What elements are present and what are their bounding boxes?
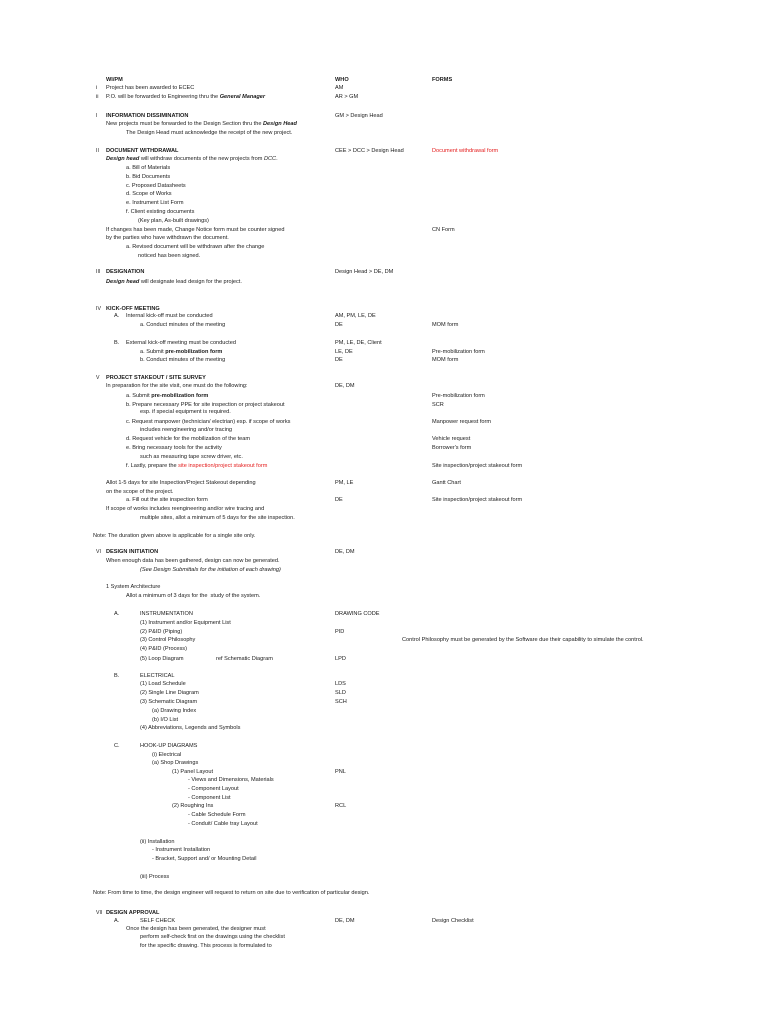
section-heading: DESIGN APPROVAL	[106, 910, 160, 916]
text: a. Submit	[140, 349, 166, 355]
line-text	[140, 621, 231, 627]
text: d. Scope of Works	[126, 191, 172, 197]
text: - Bracket, Support and/ or Mounting Detail	[152, 856, 257, 862]
line-text	[126, 394, 208, 400]
item-number: B.	[114, 673, 120, 679]
forms-cell: Pre-mobilization form	[432, 349, 485, 355]
who-cell: LDS	[335, 681, 346, 687]
text: (3) Schematic Diagram	[140, 699, 198, 705]
line-text	[93, 891, 369, 897]
text: (Key plan, As-built drawings)	[138, 218, 209, 224]
item-number: C.	[114, 743, 120, 749]
item-number: VI	[96, 549, 101, 555]
line-text	[172, 770, 213, 776]
section-heading: DOCUMENT WITHDRAWAL	[106, 148, 179, 154]
emphasis-italic: DCC	[263, 156, 277, 162]
forms-cell: Pre-mobilization form	[432, 393, 485, 399]
line-text	[140, 935, 285, 941]
section-heading: DESIGNATION	[106, 269, 145, 275]
line-text	[126, 446, 222, 452]
line-text	[126, 201, 184, 207]
line-text	[152, 718, 178, 724]
text: c. Request manpower (technician/ electrian) esp. if scope of works	[126, 419, 291, 425]
forms-cell: Manpower request form	[432, 419, 492, 425]
line-text	[140, 410, 231, 416]
line-text	[138, 219, 209, 225]
text: b. Prepare necessary PPE for site inspection or project stakeout	[126, 402, 285, 408]
who-cell: Design Head > DE, DM	[335, 269, 394, 275]
text: Note: From time to time, the design engineer will request to return on site due to verification of particular design.	[93, 890, 370, 896]
line-text	[188, 796, 231, 802]
who-cell: PM, LE	[335, 480, 354, 486]
text: f. Lastly, prepare the	[126, 463, 179, 469]
side-note: Control Philosophy must be generated by the Software due their capability to simulate the control.	[402, 637, 644, 643]
line-text	[126, 420, 290, 426]
who-cell: PM, LE, DE, Client	[335, 340, 382, 346]
header-forms: FORMS	[432, 77, 453, 83]
text: on the scope of the project.	[106, 489, 174, 495]
item-number: i	[96, 85, 98, 91]
text: by the parties who have withdrawn the document.	[106, 235, 229, 241]
who-cell: LPD	[335, 656, 346, 662]
line-text	[152, 753, 181, 759]
text: Project has been awarded to ECEC	[106, 85, 195, 91]
text: - Views and Dimensions, Materials	[188, 777, 274, 783]
text: (1) Panel Layout	[172, 769, 214, 775]
text: (iii) Process	[140, 874, 170, 880]
text: Allot 1-5 days for site Inspection/Project Stakeout depending	[106, 480, 256, 486]
text: - Component List	[188, 795, 231, 801]
who-cell: RCL	[335, 803, 347, 809]
text: ELECTRICAL	[140, 673, 175, 679]
text: for the specific drawing. This process is formulated to	[140, 943, 272, 949]
forms-cell: Design Checklist	[432, 918, 474, 924]
line-text	[126, 210, 194, 216]
line-text	[140, 840, 175, 846]
who-cell: GM > Design Head	[335, 113, 383, 119]
line-text	[106, 236, 229, 242]
forms-cell: SCR	[432, 402, 444, 408]
text: a. Bill of Materials	[126, 165, 171, 171]
line-text	[126, 175, 170, 181]
line-text	[106, 559, 280, 565]
line-text	[106, 585, 160, 591]
text: (b) I/O List	[152, 717, 179, 723]
line-text	[140, 744, 197, 750]
header-wipm: WI/PM	[106, 77, 123, 83]
line-text	[106, 270, 144, 276]
line-text	[140, 358, 225, 364]
text: e. Instrument List Form	[126, 200, 184, 206]
text: In preparation for the site visit, one must do the following:	[106, 383, 248, 389]
text: a. Submit	[126, 393, 152, 399]
text: (1) Load Schedule	[140, 681, 186, 687]
section-heading: PROJECT STAKEOUT / SITE SURVEY	[106, 375, 206, 381]
header-who: WHO	[335, 77, 349, 83]
text: Internal kick-off must be conducted	[126, 313, 213, 319]
line-text	[106, 307, 160, 313]
line-text	[126, 437, 250, 443]
line-text	[126, 131, 292, 137]
line-text	[126, 464, 267, 470]
line-text	[140, 726, 240, 732]
line-text	[106, 280, 242, 286]
line-text	[188, 787, 239, 793]
item-number: A.	[114, 313, 120, 319]
who-cell: SLD	[335, 690, 346, 696]
item-number: I	[96, 113, 98, 119]
line-text	[126, 927, 266, 933]
line-text	[126, 166, 170, 172]
item-number: A.	[114, 611, 120, 617]
forms-cell: Vehicle request	[432, 436, 471, 442]
text: perform self-check first on the drawings using the checklist	[140, 934, 285, 940]
forms-cell: Document withdrawal form	[432, 148, 499, 154]
line-text	[106, 122, 297, 128]
line-text	[140, 455, 243, 461]
text: multiple sites, allot a minimum of 5 days for the site inspection.	[140, 515, 295, 521]
who-cell: PNL	[335, 769, 346, 775]
text: - Cable Schedule Form	[188, 812, 246, 818]
item-number: B.	[114, 340, 120, 346]
line-text	[140, 428, 232, 434]
line-text	[106, 507, 264, 513]
line-text	[126, 192, 172, 198]
text: External kick-off meeting must be conducted	[126, 340, 236, 346]
line-text	[126, 184, 186, 190]
line-text	[126, 594, 260, 600]
who-cell: PID	[335, 629, 345, 635]
line-text	[152, 709, 196, 715]
text: (1) Instrument and/or Equipment List	[140, 620, 231, 626]
who-cell: DRAWING CODE	[335, 611, 380, 617]
text: (a) Shop Drawings	[152, 760, 199, 766]
text: If changes has been made, Change Notice form must be counter signed	[106, 227, 285, 233]
text: .	[276, 156, 278, 162]
line-text	[188, 778, 274, 784]
line-text	[172, 804, 213, 810]
text: INSTRUMENTATION	[140, 611, 193, 617]
text: (2) P&ID (Piping)	[140, 629, 183, 635]
line-text	[106, 86, 194, 92]
text: Once the design has been generated, the designer must	[126, 926, 266, 932]
line-text	[140, 630, 182, 636]
line-text	[138, 254, 200, 260]
line-text	[126, 403, 285, 409]
line-text	[140, 612, 193, 618]
forms-cell: CN Form	[432, 227, 455, 233]
text: (2) Single Line Diagram	[140, 690, 199, 696]
forms-cell: Borrower's form	[432, 445, 472, 451]
item-number: IV	[96, 306, 101, 312]
text: - Component Layout	[188, 786, 239, 792]
text: e. Bring necessary tools for the activity	[126, 445, 222, 451]
text: Allot a minimum of 3 days for the study of the system.	[126, 593, 261, 599]
line-text	[106, 490, 173, 496]
line-text	[140, 691, 199, 697]
who-cell: DE, DM	[335, 918, 355, 924]
forms-cell: Site inspection/project stakeout form	[432, 463, 523, 469]
line-text	[106, 157, 278, 163]
who-cell: DE	[335, 357, 343, 363]
bold-term: pre-mobilization form	[151, 393, 209, 399]
text: 1 System Architecture	[106, 584, 161, 590]
emphasis: Design head	[106, 279, 140, 285]
line-text	[126, 245, 264, 251]
line-text	[140, 944, 272, 950]
who-cell: DE	[335, 322, 343, 328]
line-text	[140, 647, 187, 653]
line-text	[188, 822, 258, 828]
line-text	[140, 638, 195, 644]
who-cell: DE, DM	[335, 549, 355, 555]
item-number: III	[96, 269, 101, 275]
text: a. Revised document will be withdrawn after the change	[126, 244, 265, 250]
line-text	[140, 568, 281, 574]
text: (ii) Installation	[140, 839, 175, 845]
line-text	[140, 700, 197, 706]
text: f. Client existing documents	[126, 209, 195, 215]
forms-cell: MOM form	[432, 322, 459, 328]
text: (a) Drawing Index	[152, 708, 197, 714]
line-text	[188, 813, 246, 819]
who-cell: LE, DE	[335, 349, 353, 355]
who-cell: AR > GM	[335, 94, 359, 100]
line-text	[140, 516, 295, 522]
section-heading: INFORMATION DISSIMINATION	[106, 113, 189, 119]
line-text	[126, 341, 236, 347]
highlight-red: site inspection/project stakeout form	[178, 463, 268, 469]
text: a. Conduct minutes of the meeting	[140, 322, 226, 328]
line-text	[126, 498, 208, 504]
line-text	[152, 761, 198, 767]
line-text	[106, 550, 158, 556]
line-text	[140, 919, 175, 925]
line-text	[126, 314, 213, 320]
line-text	[140, 674, 175, 680]
item-number: II	[96, 148, 99, 154]
line-text	[140, 657, 184, 663]
forms-cell: Gantt Chart	[432, 480, 461, 486]
text: - Conduit/ Cable tray Layout	[188, 821, 258, 827]
text: b. Conduct minutes of the meeting	[140, 357, 226, 363]
who-cell: DE	[335, 497, 343, 503]
who-cell: SCH	[335, 699, 347, 705]
line-text	[106, 149, 178, 155]
text: (2) Roughing Ins	[172, 803, 214, 809]
text: If scope of works includes reengineering and/or wire tracing and	[106, 506, 265, 512]
line-text	[140, 350, 222, 356]
line-text	[93, 534, 255, 540]
line-text	[106, 384, 247, 390]
text: will designate lead design for the project.	[139, 279, 242, 285]
section-heading: DESIGN INITIATION	[106, 549, 159, 555]
line-text	[106, 376, 206, 382]
line-text	[106, 228, 284, 234]
line-text	[140, 682, 186, 688]
emphasis: General Manager	[219, 94, 266, 100]
text: b. Bid Documents	[126, 174, 171, 180]
text: Note: The duration given above is applicable for a single site only.	[93, 533, 256, 539]
who-cell: DE, DM	[335, 383, 355, 389]
line-text	[152, 848, 210, 854]
text: - Instrument Installation	[152, 847, 211, 853]
bold-term: pre-mobilization form	[165, 349, 223, 355]
text: (3) Control Philosophy	[140, 637, 196, 643]
text: (4) Abbreviations, Legends and Symbols	[140, 725, 241, 731]
line-text	[106, 481, 256, 487]
text: a. Fill out the site inspection form	[126, 497, 208, 503]
section-heading: KICK-OFF MEETING	[106, 306, 160, 312]
text: noticed has been signed.	[138, 253, 201, 259]
text: d. Request vehicle for the mobilization of the team	[126, 436, 251, 442]
who-cell: CEE > DCC > Design Head	[335, 148, 404, 154]
text: SELF CHECK	[140, 918, 176, 924]
line-text	[106, 95, 265, 101]
who-cell: AM, PM, LE, DE	[335, 313, 376, 319]
forms-cell: MOM form	[432, 357, 459, 363]
item-number: ii	[96, 94, 99, 100]
text: includes reengineering and/or tracing	[140, 427, 233, 433]
text: (4) P&ID (Process)	[140, 646, 187, 652]
item-number: VII	[96, 910, 103, 916]
emphasis: Design Head	[263, 121, 297, 127]
line-text	[106, 911, 159, 917]
text: (i) Electrical	[152, 752, 182, 758]
line-text	[140, 875, 169, 881]
emphasis: Design head	[106, 156, 140, 162]
text: will withdraw documents of the new projects from	[139, 156, 264, 162]
text: HOOK-UP DIAGRAMS	[140, 743, 198, 749]
text: The Design Head must acknowledge the receipt of the new project.	[126, 130, 293, 136]
reference-note: ref Schematic Diagram	[216, 656, 273, 662]
text: such as measuring tape screw driver, etc.	[140, 454, 243, 460]
who-cell: AM	[335, 85, 344, 91]
text: c. Proposed Datasheets	[126, 183, 186, 189]
forms-cell: Site inspection/project stakeout form	[432, 497, 523, 503]
line-text	[140, 323, 225, 329]
text: esp. if special equipment is required.	[140, 409, 231, 415]
text: (5) Loop Diagram	[140, 656, 184, 662]
text: P.O. will be forwarded to Engineering thru the	[106, 94, 220, 100]
text: When enough data has been gathered, design can now be generated.	[106, 558, 280, 564]
line-text	[106, 114, 188, 120]
item-number: V	[96, 375, 100, 381]
italic-note: (See Design Submittals for the initiation of each drawing)	[140, 567, 281, 573]
text: New projects must be forwarded to the Design Section thru the	[106, 121, 264, 127]
line-text	[152, 857, 256, 863]
item-number: A.	[114, 918, 120, 924]
